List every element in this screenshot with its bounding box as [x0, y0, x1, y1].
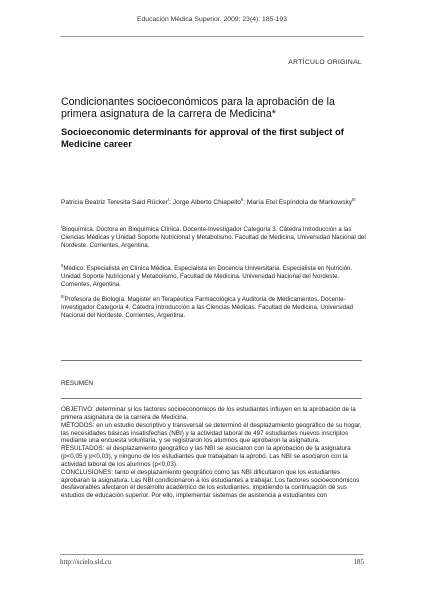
author-name: Patricia Beatriz Teresita Said Rücker: [61, 199, 168, 206]
abstract-objetivo: OBJETIVO: determinar si los factores socioeconómicos de los estudiantes influyen en la aprobación de la primera asignatura de la carrera de Medicina.: [61, 406, 356, 421]
abstract-metodos: MÉTODOS: en un estudio descriptivo y transversal se determinó el desplazamiento geográfico de su hogar, las necesidades básicas insatisfechas (NBI) y la actividad laboral de 497 estudiantes nuevos inscriptos mediante una encuesta voluntaria, y se registraron los alumnos que aprobaron la asignatura.: [61, 421, 362, 445]
abstract-body: [61, 406, 362, 500]
affiliation-mark: I: [61, 223, 63, 229]
author-name: ; María Etel Espíndola de Markowsky: [243, 199, 353, 206]
abstract-top-divider: [61, 360, 362, 361]
affiliation-mark: II: [61, 262, 64, 268]
title-english: Socioeconomic determinants for approval of the first subject of Medicine career: [61, 126, 344, 149]
abstract-heading-divider: [61, 398, 362, 399]
affiliation-1: [61, 223, 366, 250]
article-type-label: ARTÍCULO ORIGINAL: [288, 59, 362, 66]
title-spanish: Condicionantes socioeconómicos para la aprobación de la primera asignatura de la carrera de Medicina*: [61, 96, 335, 120]
abstract-resultados: RESULTADOS: el desplazamiento geográfico y las NBI se asociaron con la aprobación de la asignatura (p<0,05 y p<0,03), y ninguno de los estudiantes que trabajaban la aprobó. Las NBI se asociaron con la actividad laboral de los alumnos (p<0,03).: [61, 445, 351, 468]
footer-url-link[interactable]: http://scielo.sld.cu: [60, 558, 112, 566]
affiliation-mark: II: [240, 196, 244, 202]
footer-divider: [60, 554, 364, 555]
abstract-conclusiones: CONCLUSIONES: tanto el desplazamiento geográfico como las NBI dificultaron que los estudiantes aprobaran la asignatura. Las NBI condicionaron a los estudiantes a trabajar. Los factores socioeconómicos desfavorables afectaron el desarrollo académico de los estudiantes, impidiendo la continuación de sus estudios de educación superior. Por ello, implementar sistemas de asistencia a estudiantes con: [61, 468, 360, 500]
author-name: ; Jorge Alberto Chiapello: [169, 199, 241, 206]
affiliation-2: [61, 262, 366, 289]
abstract-heading: RESUMEN: [61, 380, 93, 387]
affiliation-mark: III: [61, 293, 65, 299]
affiliation-3: [61, 293, 366, 320]
author-list: [61, 196, 366, 208]
affiliation-mark: I: [167, 196, 170, 202]
affiliation-text: Bioquímica. Doctora en Bioquímica Clínica. Docente-Investigador Categoría 3. Cátedra Introducción a las Ciencias Médicas y Unidad Soporte Nutricional y Metabolismo. Facultad de Medicina, Universidad Nacional del Nordeste. Corrientes, Argentina.: [61, 226, 366, 249]
affiliation-text: Profesora de Biología. Magister en Terapéutica Farmacológica y Auditoría de Medicamentos. Docente-Investigador Categoría 4. Cátedra Introducción a las Ciencias Médicas. Facultad de Medicina, Universidad Nacional del Nordeste. Corrientes, Argentina.: [61, 296, 353, 319]
affiliation-text: Médico. Especialista en Clínica Médica. Especialista en Docencia Universitaria. Especialista en Nutrición. Unidad Soporte Nutricional y Metabolismo, Facultad de Medicina. Universidad Nacional del Nordeste. Corrientes, Argentina.: [61, 265, 353, 288]
affiliation-mark: III: [352, 196, 356, 202]
header-divider: [60, 36, 364, 37]
page-number: 185: [353, 558, 364, 566]
journal-citation: Educación Médica Superior. 2009; 23(4): 185-193: [136, 16, 287, 23]
